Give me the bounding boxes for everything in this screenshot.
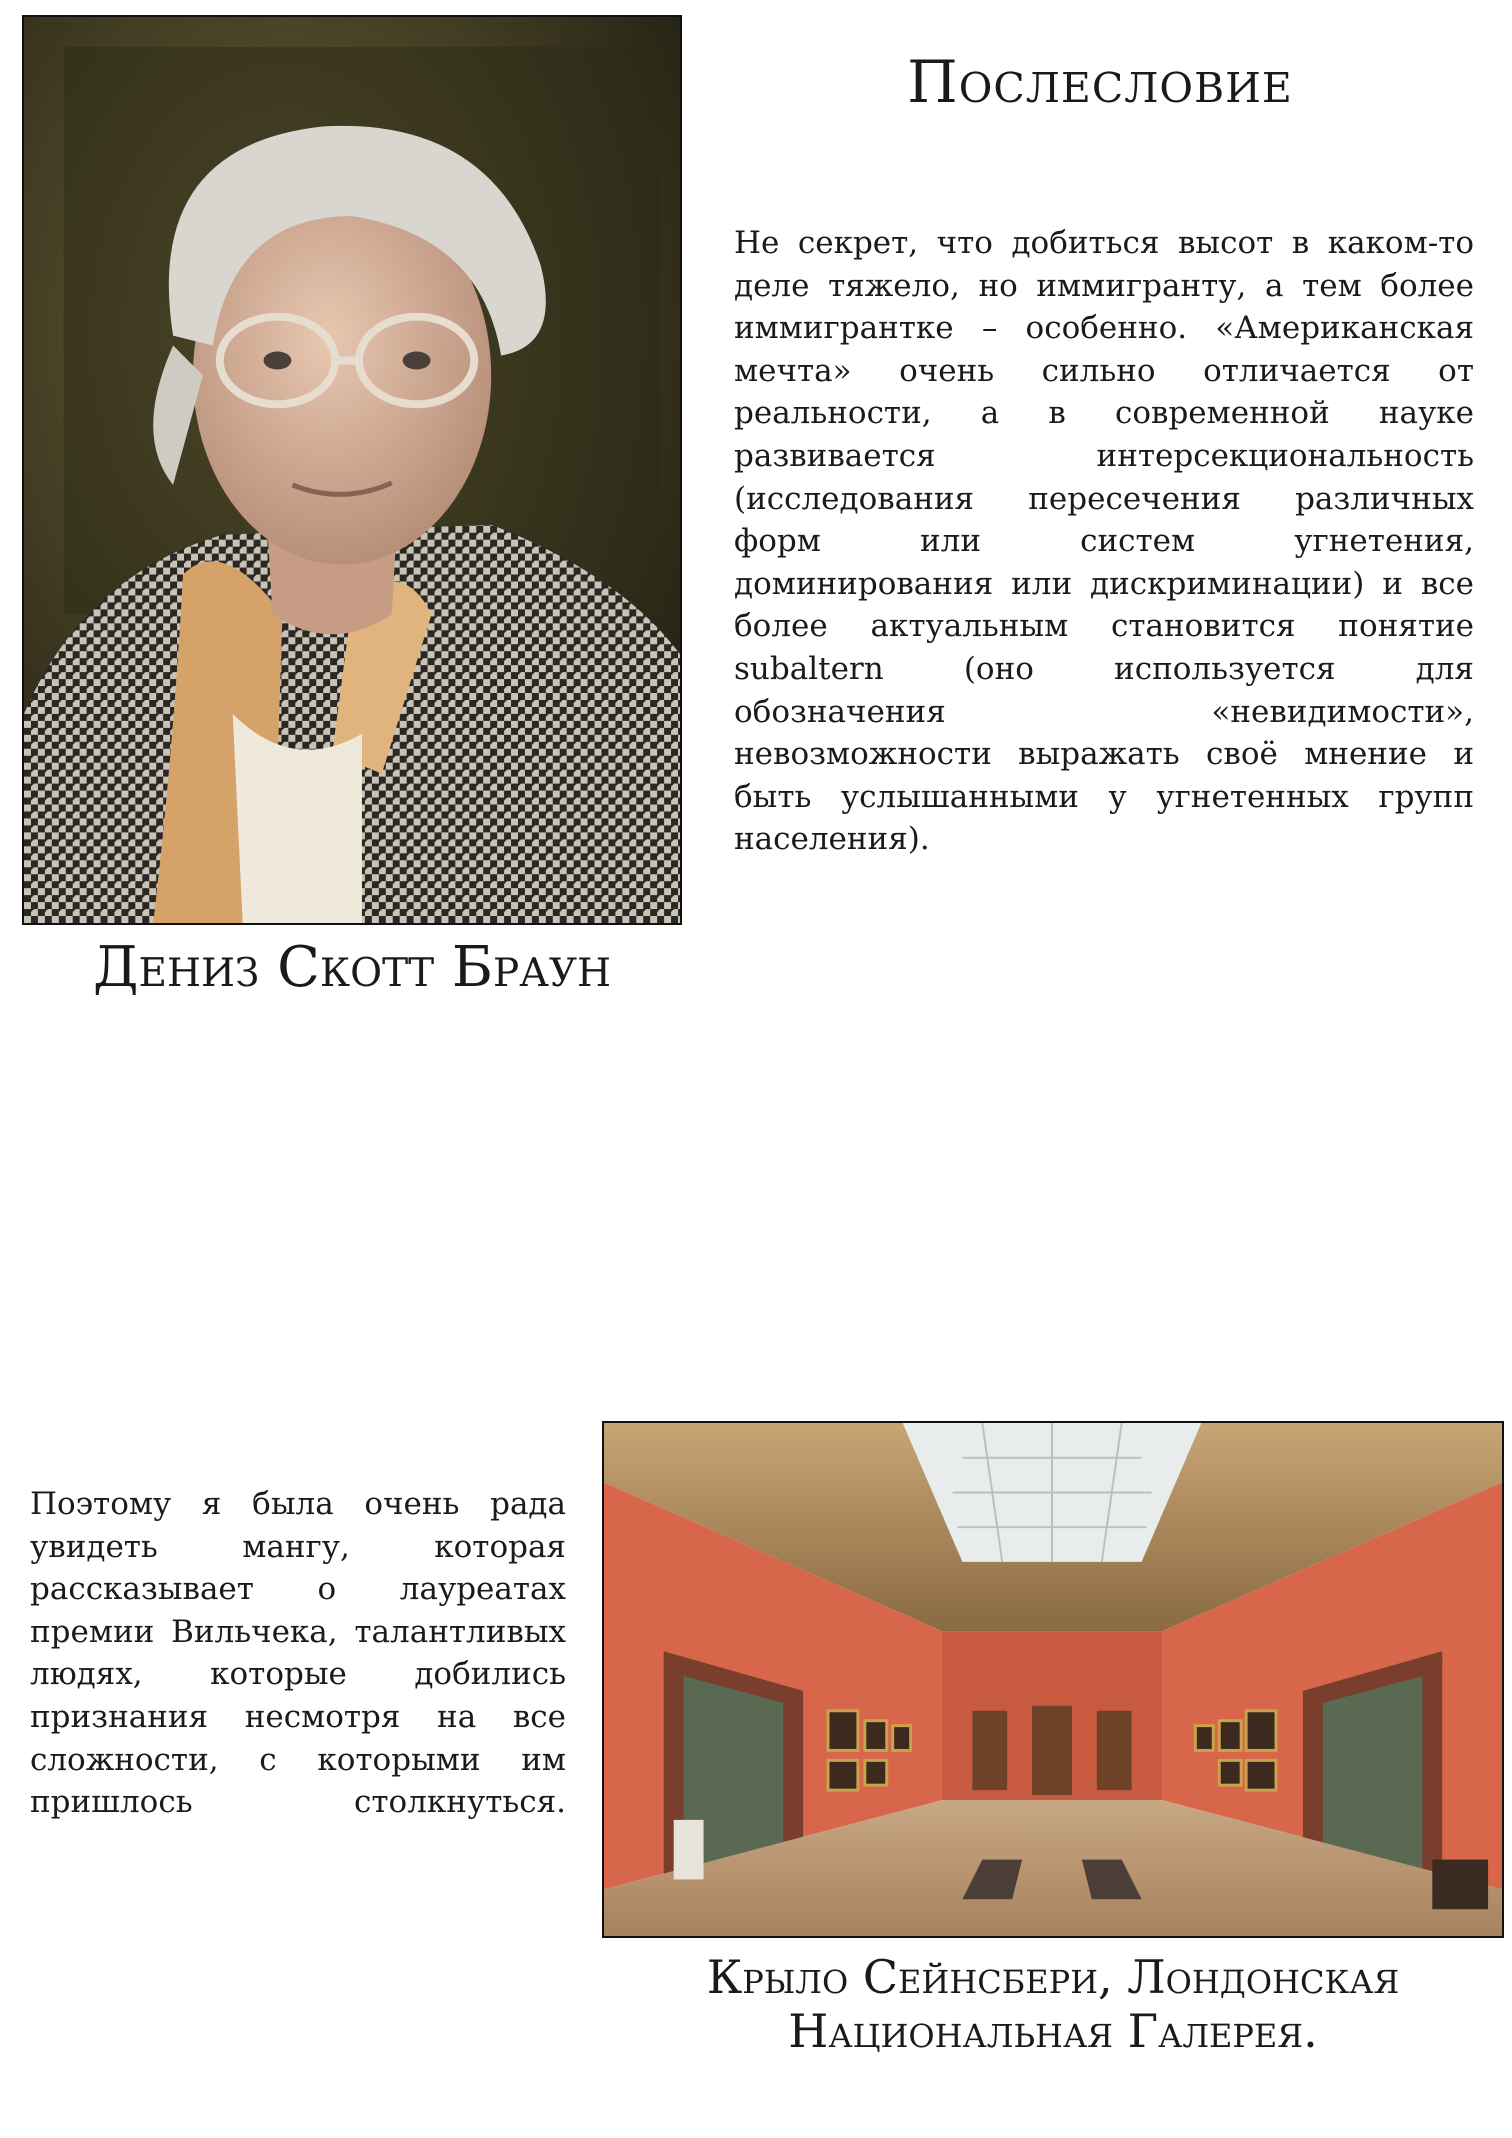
page-heading: Послесловие bbox=[907, 48, 1293, 116]
portrait-caption: Дениз Скотт Браун bbox=[92, 935, 612, 1000]
paragraph-conclusion: Поэтому я была очень рада увидеть мангу, которая рассказывает о лауреатах премии Вильчека, талантливых людях, которые добились признания несмотря на все сложности, с которыми им пришлось столкнуться. bbox=[30, 1486, 566, 1821]
gallery-illustration bbox=[604, 1423, 1502, 1936]
portrait-photo bbox=[22, 15, 682, 925]
portrait-illustration bbox=[24, 17, 680, 923]
gallery-caption-line-1: Крыло Сейнсбери, Лондонская bbox=[706, 1950, 1400, 2004]
gallery-caption-line-2: Национальная Галерея. bbox=[788, 2004, 1318, 2059]
paragraph-intro: Не секрет, что добиться высот в каком-то деле тяжело, но иммигранту, а тем более иммигрантке – особенно. «Американская мечта» очень сильно отличается от реальности, а в современной науке развивается интерсекциональность (исследования пересечения различных форм или систем угнетения, доминирования или дискриминации) и все более актуальным становится понятие subaltern (оно используется для обозначения «невидимости», невозможности выражать своё мнение и быть услышанными у угнетенных групп населения). bbox=[734, 225, 1474, 858]
gallery-caption bbox=[602, 1950, 1504, 2059]
gallery-photo bbox=[602, 1421, 1504, 1938]
